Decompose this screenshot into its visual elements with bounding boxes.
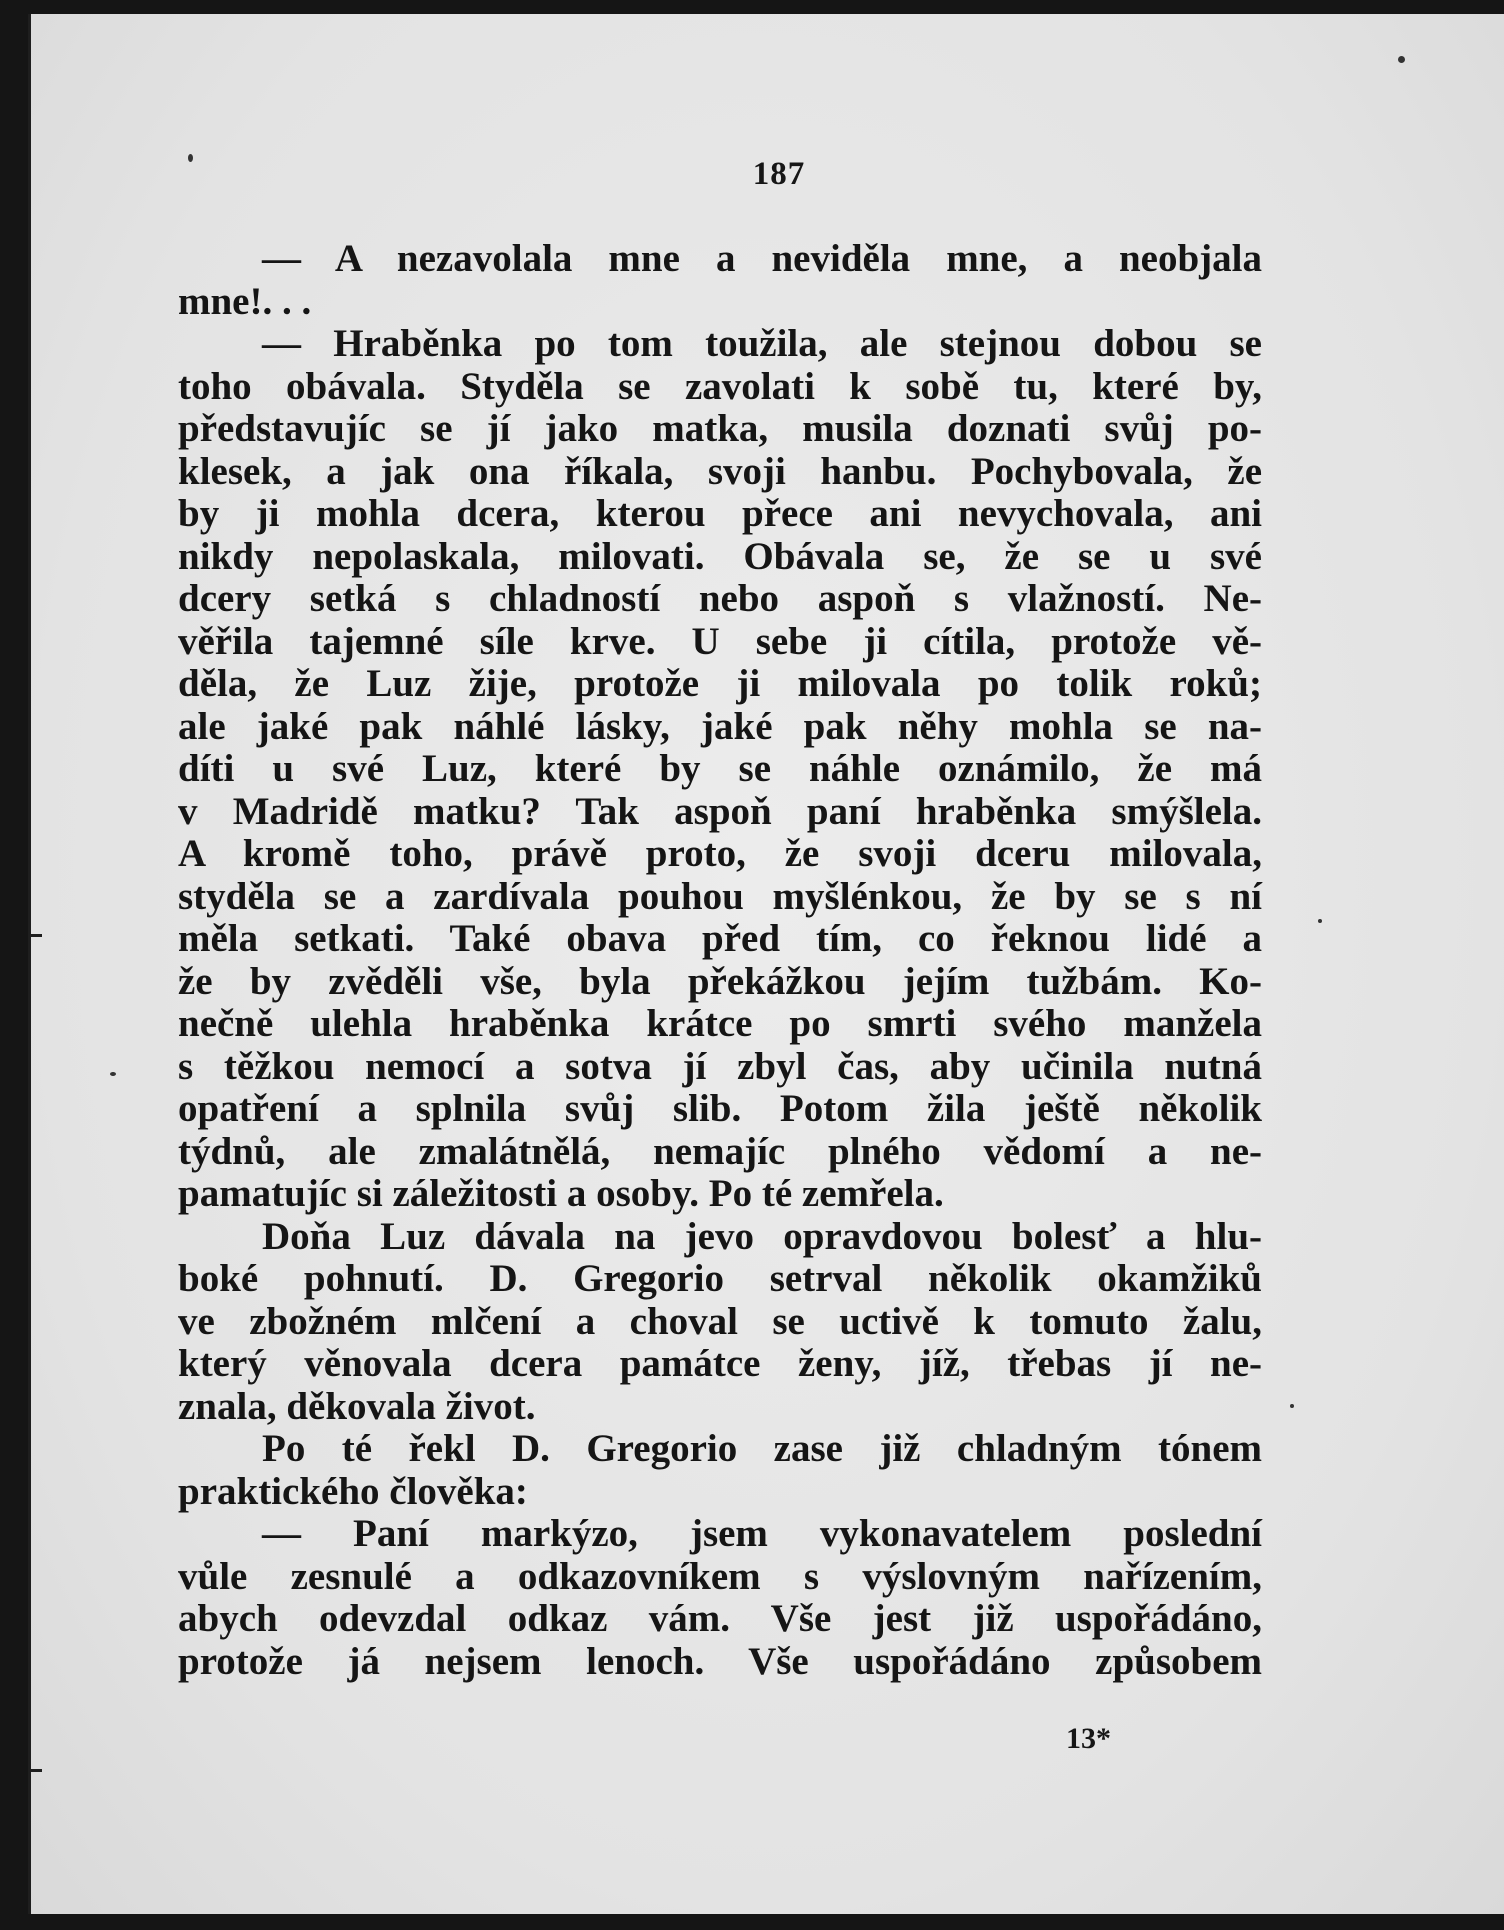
text-line: s těžkou nemocí a sotva jí zbyl čas, aby učinila nutná <box>178 1044 1262 1088</box>
ink-speck <box>1398 56 1405 63</box>
margin-tick <box>28 1769 42 1772</box>
text-line: mne!. . . <box>178 279 312 323</box>
text-line: vůle zesnulé a odkazovníkem s výslovným nařízením, <box>178 1554 1262 1598</box>
text-line: že by zvěděli vše, byla překážkou jejím tužbám. Ko- <box>178 959 1262 1003</box>
body-text <box>178 238 1262 1683</box>
ink-speck <box>1318 919 1322 923</box>
text-line: toho obávala. Styděla se zavolati k sobě tu, které by, <box>178 364 1262 408</box>
text-line: dcery setká s chladností nebo aspoň s vlažností. Ne- <box>178 577 1262 620</box>
text-line: týdnů, ale zmalátnělá, nemajíc plného vědomí a ne- <box>178 1129 1262 1173</box>
ink-speck <box>1290 1404 1294 1408</box>
margin-tick <box>28 934 42 937</box>
text-line: opatření a splnila svůj slib. Potom žila ještě několik <box>178 1087 1262 1130</box>
text-line: abych odevzdal odkaz vám. Vše jest již uspořádáno, <box>178 1597 1262 1640</box>
text-line: znala, děkovala život. <box>178 1384 536 1428</box>
text-line: děla, že Luz žije, protože ji milovala po tolik roků; <box>178 662 1262 705</box>
text-line: v Madridě matku? Tak aspoň paní hraběnka smýšlela. <box>178 789 1262 833</box>
text-line: pamatujíc si záležitosti a osoby. Po té zemřela. <box>178 1172 944 1215</box>
text-line: ale jaké pak náhlé lásky, jaké pak něhy mohla se na- <box>178 704 1262 748</box>
text-line: věřila tajemné síle krve. U sebe ji cítila, protože vě- <box>178 619 1262 663</box>
signature-mark: 13* <box>1066 1722 1111 1755</box>
text-line: praktického člověka: <box>178 1469 528 1513</box>
text-line: protože já nejsem lenoch. Vše uspořádáno způsobem <box>178 1639 1262 1683</box>
text-line: Doňa Luz dávala na jevo opravdovou bolesť a hlu- <box>262 1214 1262 1258</box>
ink-speck <box>188 154 193 162</box>
text-line: který věnovala dcera památce ženy, jíž, třebas jí ne- <box>178 1342 1262 1385</box>
text-line: — Hraběnka po tom toužila, ale stejnou dobou se <box>262 322 1262 365</box>
text-line: nečně ulehla hraběnka krátce po smrti svého manžela <box>178 1002 1262 1045</box>
text-line: A kromě toho, právě proto, že svoji dceru milovala, <box>178 832 1262 875</box>
text-line: styděla se a zardívala pouhou myšlénkou, že by se s ní <box>178 874 1262 918</box>
text-line: měla setkati. Také obava před tím, co řeknou lidé a <box>178 917 1262 960</box>
text-line: — A nezavolala mne a neviděla mne, a neobjala <box>262 237 1262 280</box>
page-number: 187 <box>752 156 806 192</box>
text-line: Po té řekl D. Gregorio zase již chladným tónem <box>262 1427 1262 1470</box>
ink-speck <box>110 1072 116 1076</box>
text-line: ve zbožném mlčení a choval se uctivě k tomuto žalu, <box>178 1299 1262 1343</box>
text-line: díti u své Luz, které by se náhle oznámilo, že má <box>178 747 1262 790</box>
text-line: klesek, a jak ona říkala, svoji hanbu. Pochybovala, že <box>178 449 1262 493</box>
gutter-edge <box>28 14 31 1914</box>
text-line: boké pohnutí. D. Gregorio setrval několik okamžiků <box>178 1257 1262 1300</box>
text-line: nikdy nepolaskala, milovati. Obávala se, že se u své <box>178 534 1262 578</box>
text-line: by ji mohla dcera, kterou přece ani nevychovala, ani <box>178 492 1262 535</box>
text-line: představujíc se jí jako matka, musila doznati svůj po- <box>178 407 1262 450</box>
text-line: — Paní markýzo, jsem vykonavatelem poslední <box>262 1512 1262 1555</box>
